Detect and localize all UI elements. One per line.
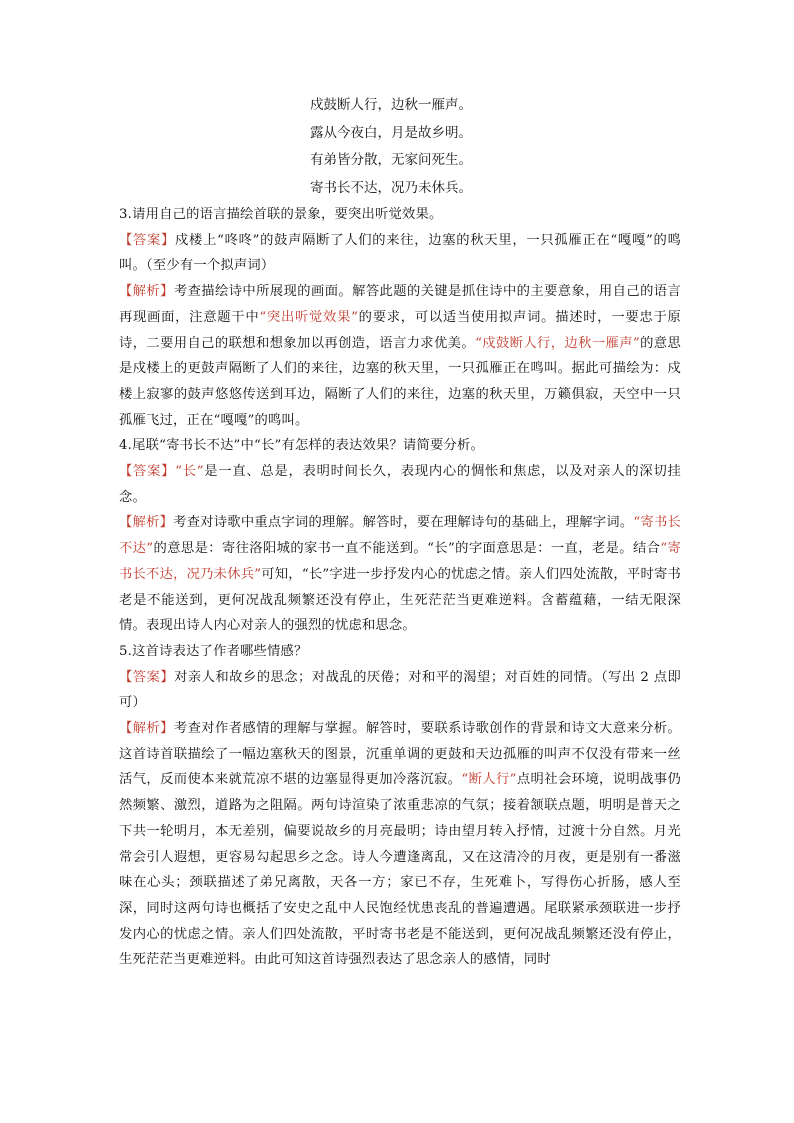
analysis-4-text-a: 考查对诗歌中重点字词的理解。解答时，要在理解诗句的基础上，理解字词。 [173, 515, 634, 531]
answer-label: 【答案】 [119, 232, 176, 248]
document-page [119, 92, 681, 973]
question-3: 3.请用自己的语言描绘首联的景象，要突出听觉效果。 [119, 207, 443, 222]
analysis-label: 【解析】 [119, 515, 174, 531]
poem-line-2: 露从今夜白，月是故乡明。 [310, 124, 472, 141]
answer-label: 【答案】 [119, 669, 175, 685]
answer-5 [119, 665, 681, 716]
analysis-4-quote-2: “寄书长不达，况乃未休兵” [119, 541, 681, 582]
analysis-label: 【解析】 [119, 721, 174, 737]
analysis-3-text-c: 的意思是戍楼上的更鼓声隔断了人们的来往，边塞的秋天里，一只孤雁正在鸣叫。据此可描绘为：戍楼上寂寥的鼓声悠悠传送到耳边，隔断了人们的来往，边塞的秋天里，万籁俱寂，天空中一只孤雁飞过，正在“嘎嘎”的鸣叫。 [119, 335, 681, 428]
question-5: 5.这首诗表达了作者哪些情感？ [119, 643, 308, 659]
answer-3-text: 戍楼上“咚咚”的鼓声隔断了人们的来往，边塞的秋天里，一只孤雁正在“嘎嘎”的鸣叫。（至少有一个拟声词） [119, 232, 681, 274]
analysis-4 [119, 510, 681, 639]
poem-line-3: 有弟皆分散，无家问死生。 [310, 152, 472, 168]
analysis-5-quote-1: “断人行” [461, 772, 517, 788]
analysis-3-text-b: 的要求，可以适当使用拟声词。描述时，一要忠于原诗，二要用自己的联想和想象加以再创造，语言力求优美。 [119, 309, 681, 351]
question-4: 4.尾联“寄书长不达”中“长”有怎样的表达效果？请简要分析。 [119, 438, 485, 454]
answer-label: 【答案】 [119, 464, 176, 480]
analysis-5 [119, 716, 681, 973]
answer-5-text: 对亲人和故乡的思念；对战乱的厌倦；对和平的渴望；对百姓的同情。（写出 2 点即可） [119, 669, 681, 711]
analysis-label: 【解析】 [119, 284, 174, 300]
poem [310, 92, 681, 202]
answer-3 [119, 228, 681, 279]
analysis-5-text-b: 点明社会环境，说明战事仍然频繁、激烈，道路为之阻隔。两句诗渲染了浓重悲凉的气氛；接着颔联点题，明明是普天之下共一轮明月，本无差别，偏要说故乡的月亮最明；诗由望月转入抒情，过渡十分自然。月光常会引人遐想，更容易勾起思乡之念。诗人今遭逢离乱，又在这清冷的月夜，更是别有一番滋味在心头；颈联描述了弟兄离散，天各一方；家已不存，生死难卜，写得伤心折肠，感人至深，同时这两句诗也概括了安史之乱中人民饱经忧患丧乱的普遍遭遇。尾联紧承颈联进一步抒发内心的忧虑之情。亲人们四处流散，平时寄书老是不能送到，更何况战乱频繁还没有停止，生死茫茫当更难逆料。由此可知这首诗强烈表达了思念亲人的感情，同时 [119, 772, 681, 968]
poem-line-4: 寄书长不达，况乃未休兵。 [310, 179, 472, 196]
analysis-4-text-c: 可知，“长”字进一步抒发内心的忧虑之情。亲人们四处流散，平时寄书老是不能送到，更何况战乱频繁还没有停止，生死茫茫当更难逆料。含蓄蕴藉，一结无限深情。表现出诗人内心对亲人的强烈的忧虑和思念。 [119, 566, 681, 634]
answer-4-quote: “长” [175, 464, 204, 480]
answer-4 [119, 459, 681, 510]
analysis-3 [119, 279, 681, 433]
analysis-4-text-b: 的意思是：寄往洛阳城的家书一直不能送到。“长”的字面意思是：一直，老是。结合 [153, 541, 661, 557]
answer-4-text: 是一直、总是，表明时间长久，表现内心的惆怅和焦虑，以及对亲人的深切挂念。 [119, 464, 681, 505]
poem-line-1: 戍鼓断人行，边秋一雁声。 [310, 97, 472, 113]
analysis-3-quote-1: “突出听觉效果” [259, 309, 359, 325]
analysis-5-text-a: 考查对作者感情的理解与掌握。解答时，要联系诗歌创作的背景和诗文大意来分析。这首诗首联描绘了一幅边塞秋天的图景，沉重单调的更鼓和天边孤雁的叫声不仅没有带来一丝活气，反而使本来就荒凉不堪的边塞显得更加冷落沉寂。 [119, 721, 681, 788]
analysis-4-quote-1: “寄书长不达” [119, 515, 681, 557]
analysis-3-text-a: 考查描绘诗中所展现的画面。解答此题的关键是抓住诗中的主要意象，用自己的语言再现画面，注意题干中 [119, 284, 681, 325]
analysis-3-quote-2: “戍鼓断人行，边秋一雁声” [475, 335, 640, 351]
